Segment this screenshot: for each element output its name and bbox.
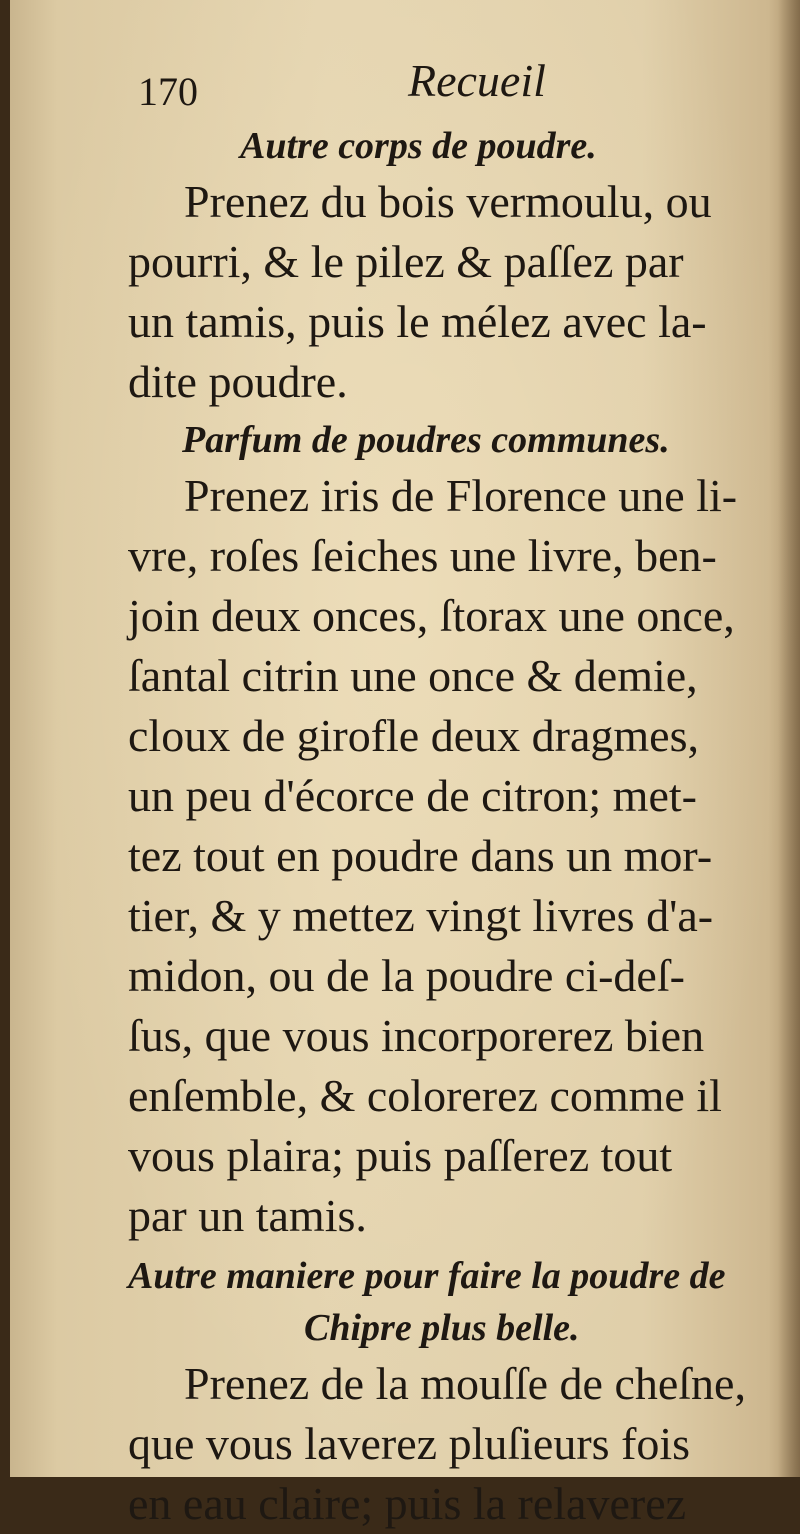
text-line: Prenez de la mouſſe de cheſne, [184,1358,746,1409]
text-block [128,40,794,1534]
text-line: que vous laverez pluſieurs fois [128,1418,691,1469]
text-line: enſemble, & colorerez comme il [128,1070,722,1121]
book-page [10,0,800,1529]
text-line: vre, roſes ſeiches une livre, ben- [128,530,717,581]
text-line: dite poudre. [128,356,348,407]
text-line: Prenez iris de Florence une li- [184,470,738,521]
text-line: Prenez du bois vermoulu, ou [184,176,712,227]
text-line: en eau claire; puis la relaverez [128,1478,687,1529]
section-heading-continued: Chipre plus belle. [304,1307,580,1349]
text-line: un peu d'écorce de citron; met- [128,770,697,821]
section-heading: Autre corps de poudre. [240,125,597,167]
text-line: cloux de girofle deux dragmes, [128,710,699,761]
text-line: un tamis, puis le mélez avec la- [128,296,707,347]
text-line: vous plaira; puis paſſerez tout [128,1130,673,1181]
text-line: tier, & y mettez vingt livres d'a- [128,890,714,941]
section-body [128,1354,794,1534]
text-line: join deux onces, ſtorax une once, [128,590,735,641]
running-head [128,40,794,120]
text-line: ſus, que vous incorporerez bien [128,1010,705,1061]
text-line: ſantal citrin une once & demie, [128,650,698,701]
text-line: tez tout en poudre dans un mor- [128,830,713,881]
text-line: midon, ou de la poudre ci-deſ- [128,950,685,1001]
page-number: 170 [138,69,198,114]
section-body [128,466,794,1246]
text-line: par un tamis. [128,1190,367,1241]
running-title: Recueil [408,55,546,106]
text-line: pourri, & le pilez & paſſez par [128,236,684,287]
section-body [128,172,794,412]
section-heading: Autre maniere pour faire la poudre de [128,1255,726,1297]
section-heading: Parfum de poudres communes. [182,419,670,461]
